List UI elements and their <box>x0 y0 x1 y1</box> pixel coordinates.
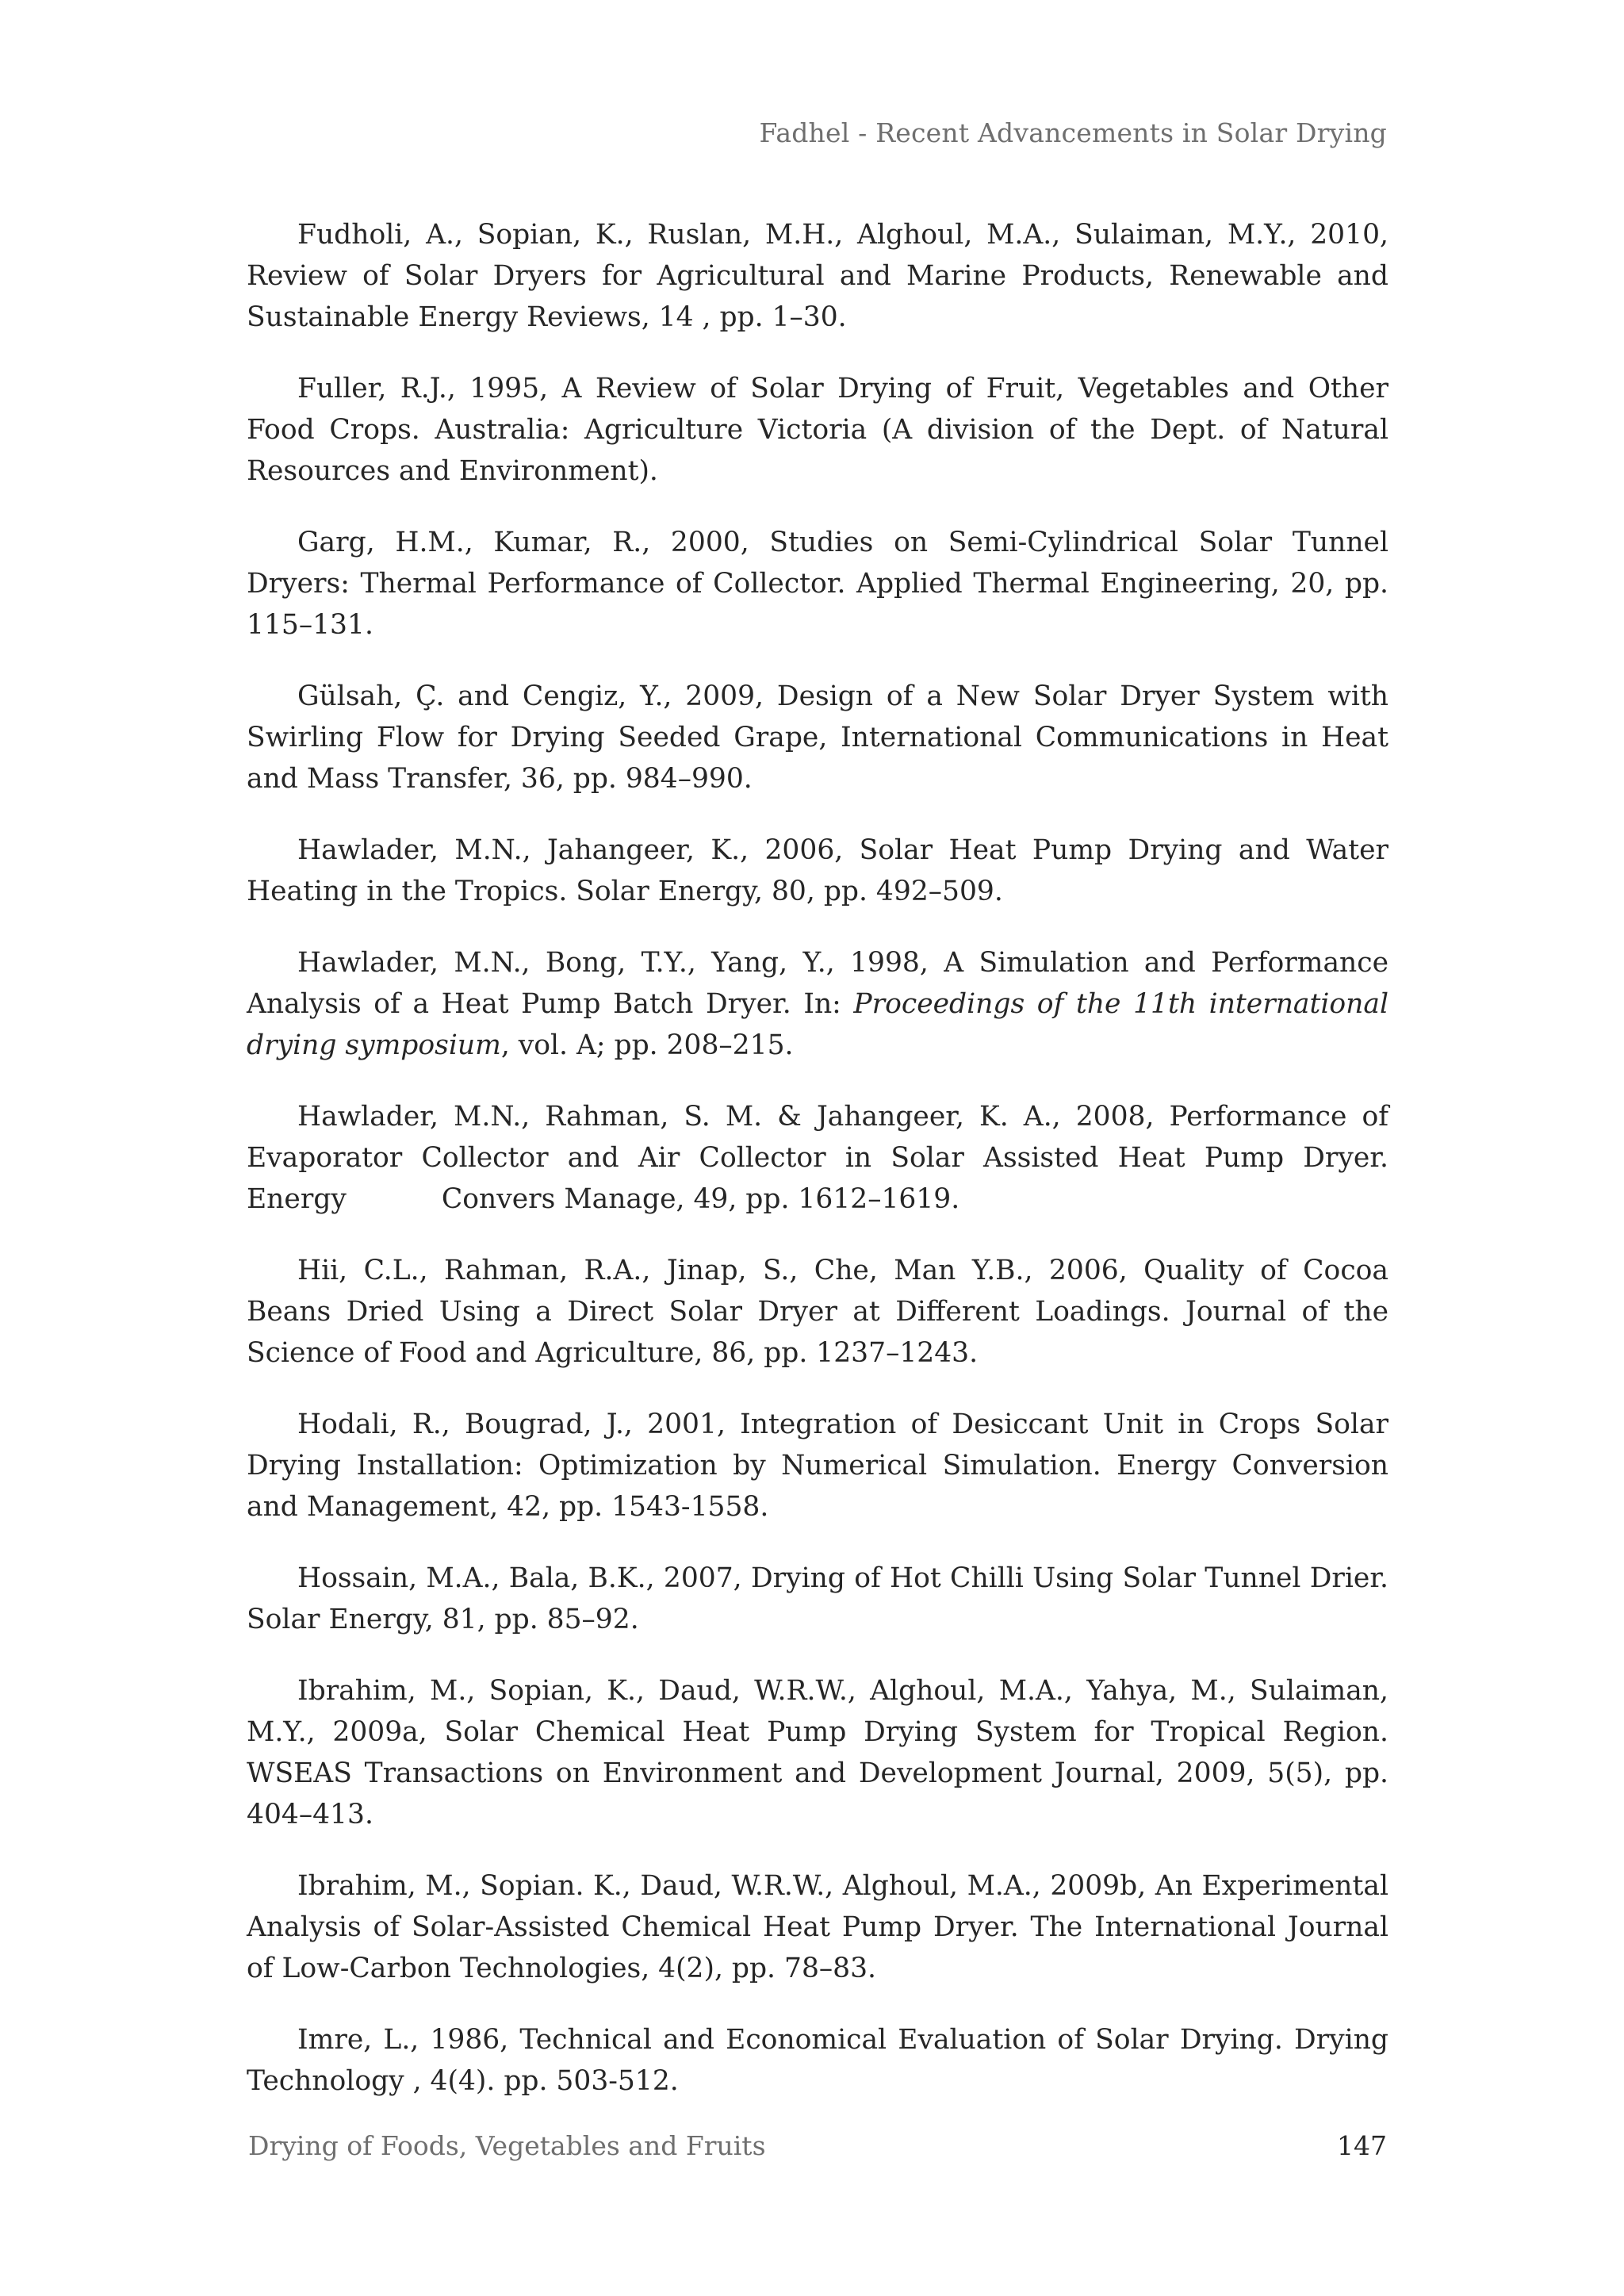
reference-text: Hawlader, M.N., Bong, T.Y., Yang, Y., 1998, A Simulation and Performance Analysis of a Heat Pump Batch Dryer. In: <box>247 947 1388 1020</box>
reference-list <box>247 214 1388 2132</box>
reference-entry <box>247 1096 1388 1220</box>
reference-text: , vol. A; pp. 208–215. <box>500 1029 794 1061</box>
running-header: Fadhel - Recent Advancements in Solar Drying <box>759 117 1387 148</box>
reference-entry <box>247 942 1388 1066</box>
reference-text: Convers Manage, 49, pp. 1612–1619. <box>441 1183 960 1215</box>
reference-entry: Hodali, R., Bougrad, J., 2001, Integration of Desiccant Unit in Crops Solar Drying Installation: Optimization by Numerical Simulation. Energy Conversion and Management, 42, pp. 1543-1558. <box>247 1409 1388 1523</box>
running-footer: Drying of Foods, Vegetables and Fruits <box>248 2130 766 2161</box>
reference-entry: Hawlader, M.N., Jahangeer, K., 2006, Solar Heat Pump Drying and Water Heating in the Tropics. Solar Energy, 80, pp. 492–509. <box>247 834 1388 907</box>
reference-entry: Garg, H.M., Kumar, R., 2000, Studies on Semi-Cylindrical Solar Tunnel Dryers: Thermal Performance of Collector. Applied Thermal Engineering, 20, pp. 115–131. <box>247 527 1388 641</box>
reference-entry: Gülsah, Ç. and Cengiz, Y., 2009, Design of a New Solar Dryer System with Swirling Flow for Drying Seeded Grape, International Communications in Heat and Mass Transfer, 36, pp. 984–990. <box>247 680 1388 795</box>
reference-entry: Fudholi, A., Sopian, K., Ruslan, M.H., Alghoul, M.A., Sulaiman, M.Y., 2010, Review of Solar Dryers for Agricultural and Marine Products, Renewable and Sustainable Energy Reviews, 14 , pp. 1–30. <box>247 219 1388 333</box>
reference-text: Hawlader, M.N., Rahman, S. M. & Jahangeer, K. A., 2008, Performance of Evaporator Collector and Air Collector in Solar Assisted Heat Pump Dryer. Energy <box>247 1101 1388 1215</box>
reference-italic-title: Proceedings of the 11th international drying symposium <box>247 988 1388 1061</box>
page-number: 147 <box>1337 2130 1387 2161</box>
reference-entry: Hossain, M.A., Bala, B.K., 2007, Drying of Hot Chilli Using Solar Tunnel Drier. Solar Energy, 81, pp. 85–92. <box>247 1562 1388 1635</box>
reference-entry: Ibrahim, M., Sopian, K., Daud, W.R.W., Alghoul, M.A., Yahya, M., Sulaiman, M.Y., 2009a, Solar Chemical Heat Pump Drying System for Tropical Region. WSEAS Transactions on Environment and Development Journal, 2009, 5(5), pp. 404–413. <box>247 1675 1388 1830</box>
reference-entry: Hii, C.L., Rahman, R.A., Jinap, S., Che, Man Y.B., 2006, Quality of Cocoa Beans Dried Using a Direct Solar Dryer at Different Loadings. Journal of the Science of Food and Agriculture, 86, pp. 1237–1243. <box>247 1255 1388 1369</box>
reference-entry: Imre, L., 1986, Technical and Economical Evaluation of Solar Drying. Drying Technology , 4(4). pp. 503-512. <box>247 2024 1388 2097</box>
reference-entry: Ibrahim, M., Sopian. K., Daud, W.R.W., Alghoul, M.A., 2009b, An Experimental Analysis of Solar-Assisted Chemical Heat Pump Dryer. The International Journal of Low-Carbon Technologies, 4(2), pp. 78–83. <box>247 1870 1388 1984</box>
reference-entry: Fuller, R.J., 1995, A Review of Solar Drying of Fruit, Vegetables and Other Food Crops. Australia: Agriculture Victoria (A division of the Dept. of Natural Resources and Environment). <box>247 373 1388 487</box>
